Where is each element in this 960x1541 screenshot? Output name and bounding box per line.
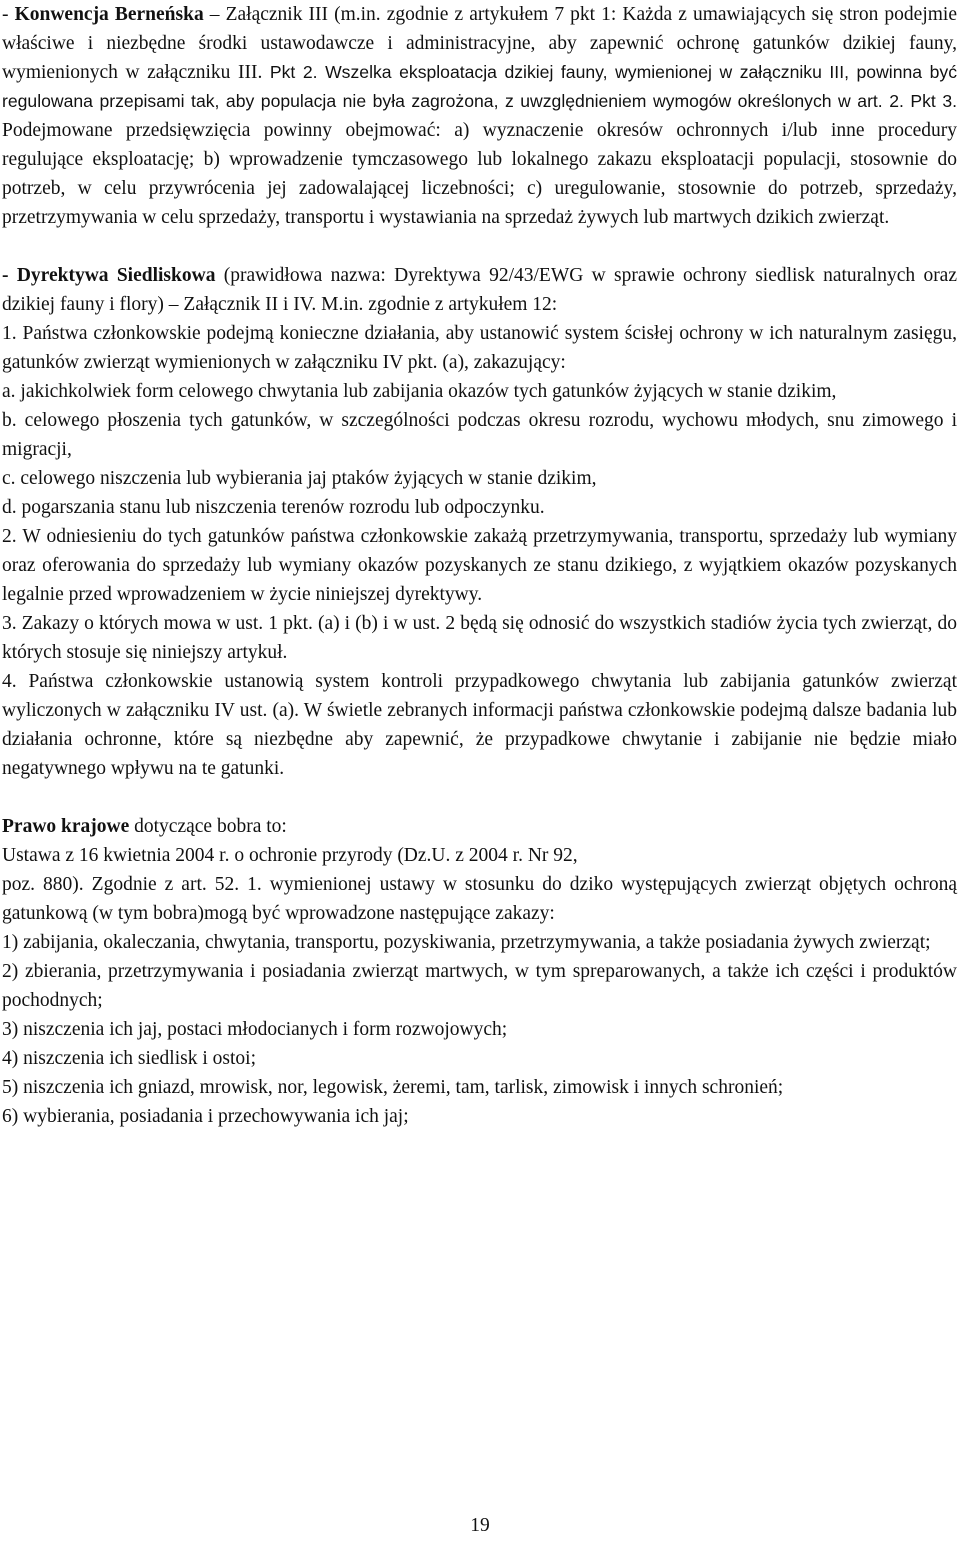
bern-point-2-text: Pkt 2. Wszelka eksploatacja dzikiej fauny, wymienionej w załączniku III, powinna być regulowana przepisami tak, aby populacja nie była zagrożona, z uwzględnieniem wymogów określonych w art. 2. Pkt 3.	[2, 62, 958, 111]
habitat-directive-intro	[2, 261, 957, 319]
habitat-item: 3. Zakazy o których mowa w ust. 1 pkt. (a) i (b) i w ust. 2 będą się odnosić do wszystkich stadiów życia tych zwierząt, do których stosuje się niniejszy artykuł.	[2, 613, 957, 663]
habitat-item: d. pogarszania stanu lub niszczenia terenów rozrodu lub odpoczynku.	[2, 497, 545, 518]
page-number: 19	[470, 1515, 490, 1536]
document-page	[2, 0, 957, 1131]
bern-point-3-text: Podejmowane przedsięwzięcia powinny obejmować: a) wyznaczenie okresów ochronnych i/lub inne procedury regulujące eksploatację; b) wprowadzenie tymczasowego lub lokalnego zakazu eksploatacji populacji, stosownie do potrzeb, w celu przywrócenia jej zadowalającej liczebności; c) uregulowanie, stosownie do potrzeb, sprzedaży, przetrzymywania w celu sprzedaży, transportu i wystawiania na sprzedaż żywych lub martwych dzikich zwierząt.	[2, 120, 957, 228]
national-law-item: 5) niszczenia ich gniazd, mrowisk, nor, legowisk, żeremi, tam, tarlisk, zimowisk i innych schronień;	[2, 1077, 784, 1098]
bern-title: Konwencja Berneńska	[14, 4, 204, 25]
habitat-item: 1. Państwa członkowskie podejmą konieczne działania, aby ustanowić system ścisłej ochrony w ich naturalnym zasięgu, gatunków zwierząt wymienionych w załączniku IV pkt. (a), zakazujący:	[2, 323, 957, 373]
bern-dash: -	[2, 4, 15, 25]
national-law-title: Prawo krajowe	[2, 816, 130, 837]
habitat-item: 2. W odniesieniu do tych gatunków państwa członkowskie zakażą przetrzymywania, transportu, sprzedaży lub wymiany oraz oferowania do sprzedaży lub wymiany okazów pozyskanych ze stanu dzikiego, z wyjątkiem okazów pozyskanych legalnie przed wprowadzeniem w życie niniejszej dyrektywy.	[2, 526, 957, 605]
habitat-intro-text: (prawidłowa nazwa: Dyrektywa 92/43/EWG w sprawie ochrony siedlisk naturalnych oraz dzikiej fauny i flory) – Załącznik II i IV. M.in. zgodnie z artykułem 12:	[2, 265, 957, 315]
bern-convention-paragraph	[2, 0, 957, 232]
national-law-intro: poz. 880). Zgodnie z art. 52. 1. wymienionej ustawy w stosunku do dziko występujących zwierząt objętych ochroną gatunkową (w tym bobra)mogą być wprowadzone następujące zakazy:	[2, 874, 957, 924]
habitat-item: c. celowego niszczenia lub wybierania jaj ptaków żyjących w stanie dzikim,	[2, 468, 597, 489]
national-law-item: 6) wybierania, posiadania i przechowywania ich jaj;	[2, 1106, 409, 1127]
national-law-item: 3) niszczenia ich jaj, postaci młodocianych i form rozwojowych;	[2, 1019, 508, 1040]
habitat-item: a. jakichkolwiek form celowego chwytania lub zabijania okazów tych gatunków żyjących w stanie dzikim,	[2, 381, 837, 402]
habitat-dash: -	[2, 265, 17, 286]
national-law-heading	[2, 812, 957, 841]
section-spacer	[2, 783, 957, 812]
habitat-item: 4. Państwa członkowskie ustanowią system kontroli przypadkowego chwytania lub zabijania gatunków zwierząt wyliczonych w załączniku IV ust. (a). W świetle zebranych informacji państwa członkowskie podejmą dalsze badania lub działania ochronne, które są niezbędne aby zapewnić, że przypadkowe chwytanie i zabijanie nie będzie miało negatywnego wpływu na te gatunki.	[2, 671, 957, 779]
national-law-item: 2) zbierania, przetrzymywania i posiadania zwierząt martwych, w tym spreparowanych, a także ich części i produktów pochodnych;	[2, 961, 957, 1011]
national-law-title-suffix: dotyczące bobra to:	[129, 816, 287, 837]
national-law-item: 1) zabijania, okaleczania, chwytania, transportu, pozyskiwania, przetrzymywania, a także posiadania żywych zwierząt;	[2, 932, 931, 953]
national-law-act: Ustawa z 16 kwietnia 2004 r. o ochronie przyrody (Dz.U. z 2004 r. Nr 92,	[2, 845, 578, 866]
bern-annex-text: – Załącznik III (m.in. zgodnie z artykułem 7 pkt 1: Każda z umawiających się stron podejmie właściwe i niezbędne środki ustawodawcze i administracyjne, aby zapewnić ochronę gatunków dzikiej fauny, wymienionych w załączniku III.	[2, 4, 957, 83]
habitat-title: Dyrektywa Siedliskowa	[16, 265, 216, 286]
section-spacer	[2, 232, 957, 261]
habitat-item: b. celowego płoszenia tych gatunków, w szczególności podczas okresu rozrodu, wychowu młodych, snu zimowego i migracji,	[2, 410, 957, 460]
national-law-item: 4) niszczenia ich siedlisk i ostoi;	[2, 1048, 256, 1069]
